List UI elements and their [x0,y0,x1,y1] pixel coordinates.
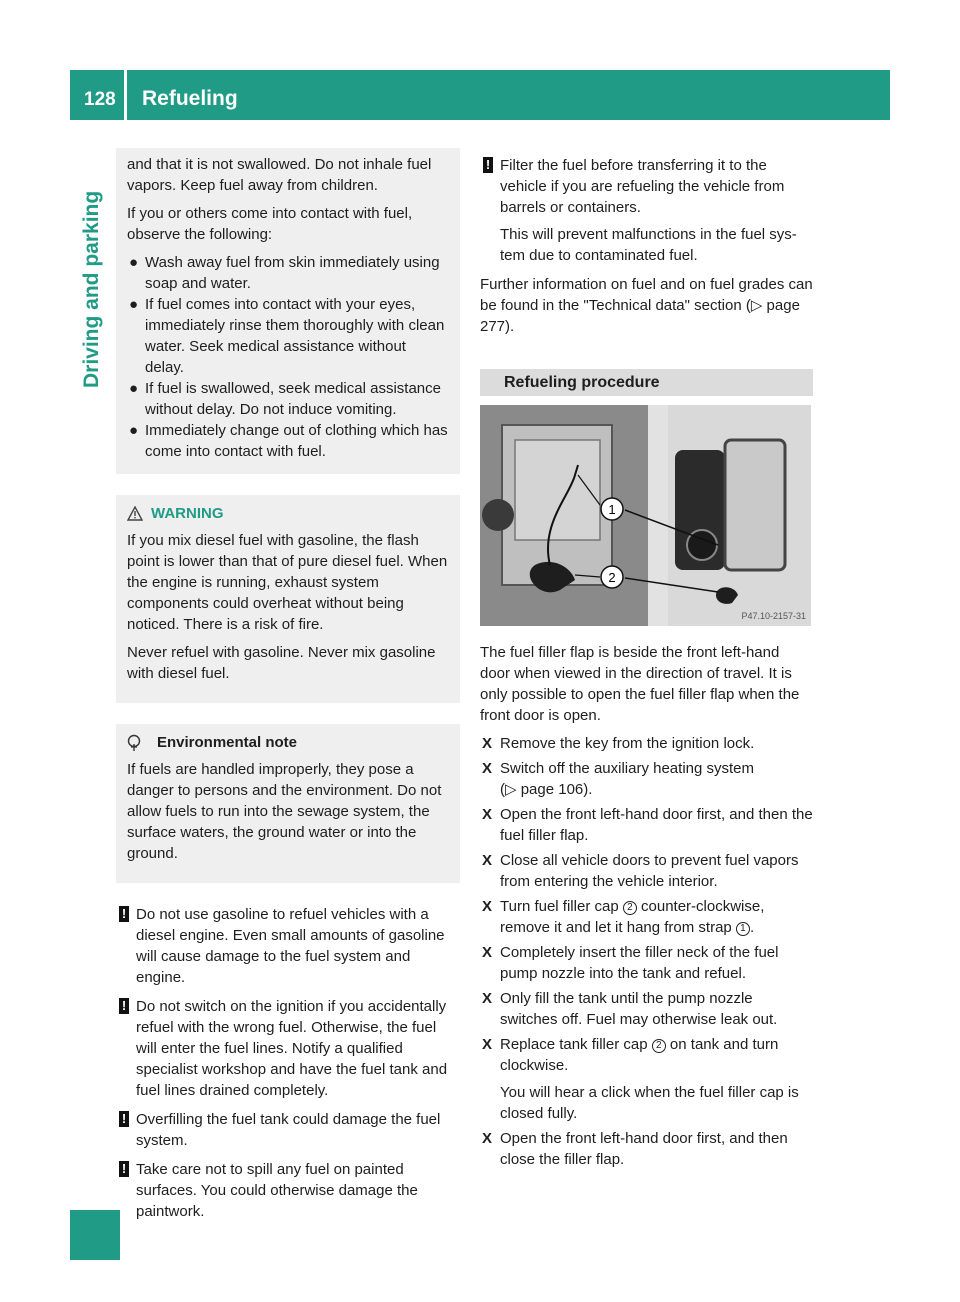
step-arrow-icon: X [482,1130,493,1147]
procedure-step: X Open the front left-hand door first, and then close the filler flap. [482,1130,788,1168]
notice-item: ! Take care not to spill any fuel on painted surfaces. You could otherwise damage the paintwork. [116,1159,460,1222]
warning-box [116,495,460,703]
list-item: ● Wash away fuel from skin immediately using soap and water. [129,254,440,292]
environment-text: If fuels are handled improperly, they pose a danger to persons and the environment. Do not allow fuels to run into the sewage system, the surface waters, the ground water or into the ground. [127,761,442,862]
header-divider [124,70,127,120]
procedure-step: X Turn fuel filler cap 2 counter-clockwise, remove it and let it hang from strap 1 . [482,898,765,936]
step-arrow-icon: X [482,760,493,777]
warning-instruction: Never refuel with gasoline. Never mix gasoline with diesel fuel. [127,644,436,682]
step-arrow-icon: X [482,898,493,915]
exclamation-icon: ! [119,906,129,922]
further-info-text: Further information on fuel and on fuel grades can be found in the "Technical data" section (▷ page 277). [480,276,813,335]
callout-1 [601,498,623,520]
notice-item: ! Overfilling the fuel tank could damage the fuel system. [116,1109,460,1151]
exclamation-icon: ! [483,157,493,173]
exclamation-icon: ! [119,1161,129,1177]
environment-heading: Environmental note [157,734,298,751]
lightbulb-icon [127,734,141,752]
list-item: ● If fuel comes into contact with your eyes, immediately rinse them thoroughly with clean water. Seek medical assistance without delay. [129,296,445,376]
procedure-step: X Close all vehicle doors to prevent fuel vapors from entering the vehicle interior. [482,852,799,890]
callout-2 [601,566,623,588]
environment-box [116,724,460,883]
side-tab-label: Driving and parking [80,190,103,388]
procedure-intro: The fuel filler flap is beside the front left-hand door when viewed in the direction of travel. It is only possible to open the fuel filler flap when the front door is open. [480,644,800,724]
callout-1-icon: 1 [736,922,750,936]
notice-item: ! Do not switch on the ignition if you accidentally refuel with the wrong fuel. Otherwise, the fuel will enter the fuel lines. Notify a qualified specialist workshop and have the fuel tank and fuel lines drained completely. [116,996,460,1101]
step-arrow-icon: X [482,944,493,961]
procedure-step: X Completely insert the filler neck of the fuel pump nozzle into the tank and refuel. [482,944,779,982]
callout-2-icon: 2 [652,1039,666,1053]
photo-code: P47.10-2157-31 [741,611,806,621]
callout-2-icon: 2 [623,901,637,915]
procedure-step: X Switch off the auxiliary heating system (▷ page 106). [482,760,755,798]
fuel-safety-box [116,148,460,474]
side-tab-marker [70,1210,120,1260]
warning-text: If you mix diesel fuel with gasoline, the flash point is lower than that of pure diesel fuel. When the engine is running, exhaust system components could overheat without being noticed. There is a risk of fire. [127,532,448,633]
step-arrow-icon: X [482,735,493,752]
procedure-step: X Remove the key from the ignition lock. [482,735,755,752]
page-ref-arrow-icon: ▷ [750,297,763,314]
warning-triangle-icon [127,506,143,521]
step-arrow-icon: X [482,806,493,823]
step-arrow-icon: X [482,852,493,869]
list-item: ● Immediately change out of clothing which has come into contact with fuel. [129,422,448,460]
section-title: Refueling [142,87,238,110]
procedure-step: X Replace tank filler cap 2 on tank and turn clockwise. You will hear a click when the fuel filler cap is closed fully. [482,1036,799,1122]
fuel-filler-photo [480,405,811,626]
left-column [116,148,460,1230]
notice-item: ! Do not use gasoline to refuel vehicles with a diesel engine. Even small amounts of gasoline will cause damage to the fuel system and engine. [116,904,460,988]
procedure-step: X Only fill the tank until the pump nozzle switches off. Fuel may otherwise leak out. [482,990,778,1028]
warning-header [127,503,449,524]
svg-text:1: 1 [608,502,616,517]
list-item: ● If fuel is swallowed, seek medical assistance without delay. Do not induce vomiting. [129,380,441,418]
fuel-contact-text: If you or others come into contact with fuel, observe the following: [127,205,413,243]
procedure-heading: Refueling procedure [480,369,813,396]
notice-item: ! Filter the fuel before transferring it to the vehicle if you are refueling the vehicle from barrels or containers. This will prevent malfunctions in the fuel system due to contaminated fuel. [480,155,813,266]
exclamation-icon: ! [119,998,129,1014]
warning-heading: WARNING [151,505,224,522]
environment-header [127,732,449,753]
procedure-step: X Open the front left-hand door first, and then the fuel filler flap. [482,806,813,844]
step-arrow-icon: X [482,990,493,1007]
right-column [480,155,813,1174]
fuel-safety-text: and that it is not swallowed. Do not inhale fuel vapors. Keep fuel away from children. [127,156,432,194]
exclamation-icon: ! [119,1111,129,1127]
svg-text:2: 2 [608,570,616,585]
page-number: 128 [84,89,116,110]
step-arrow-icon: X [482,1036,493,1053]
